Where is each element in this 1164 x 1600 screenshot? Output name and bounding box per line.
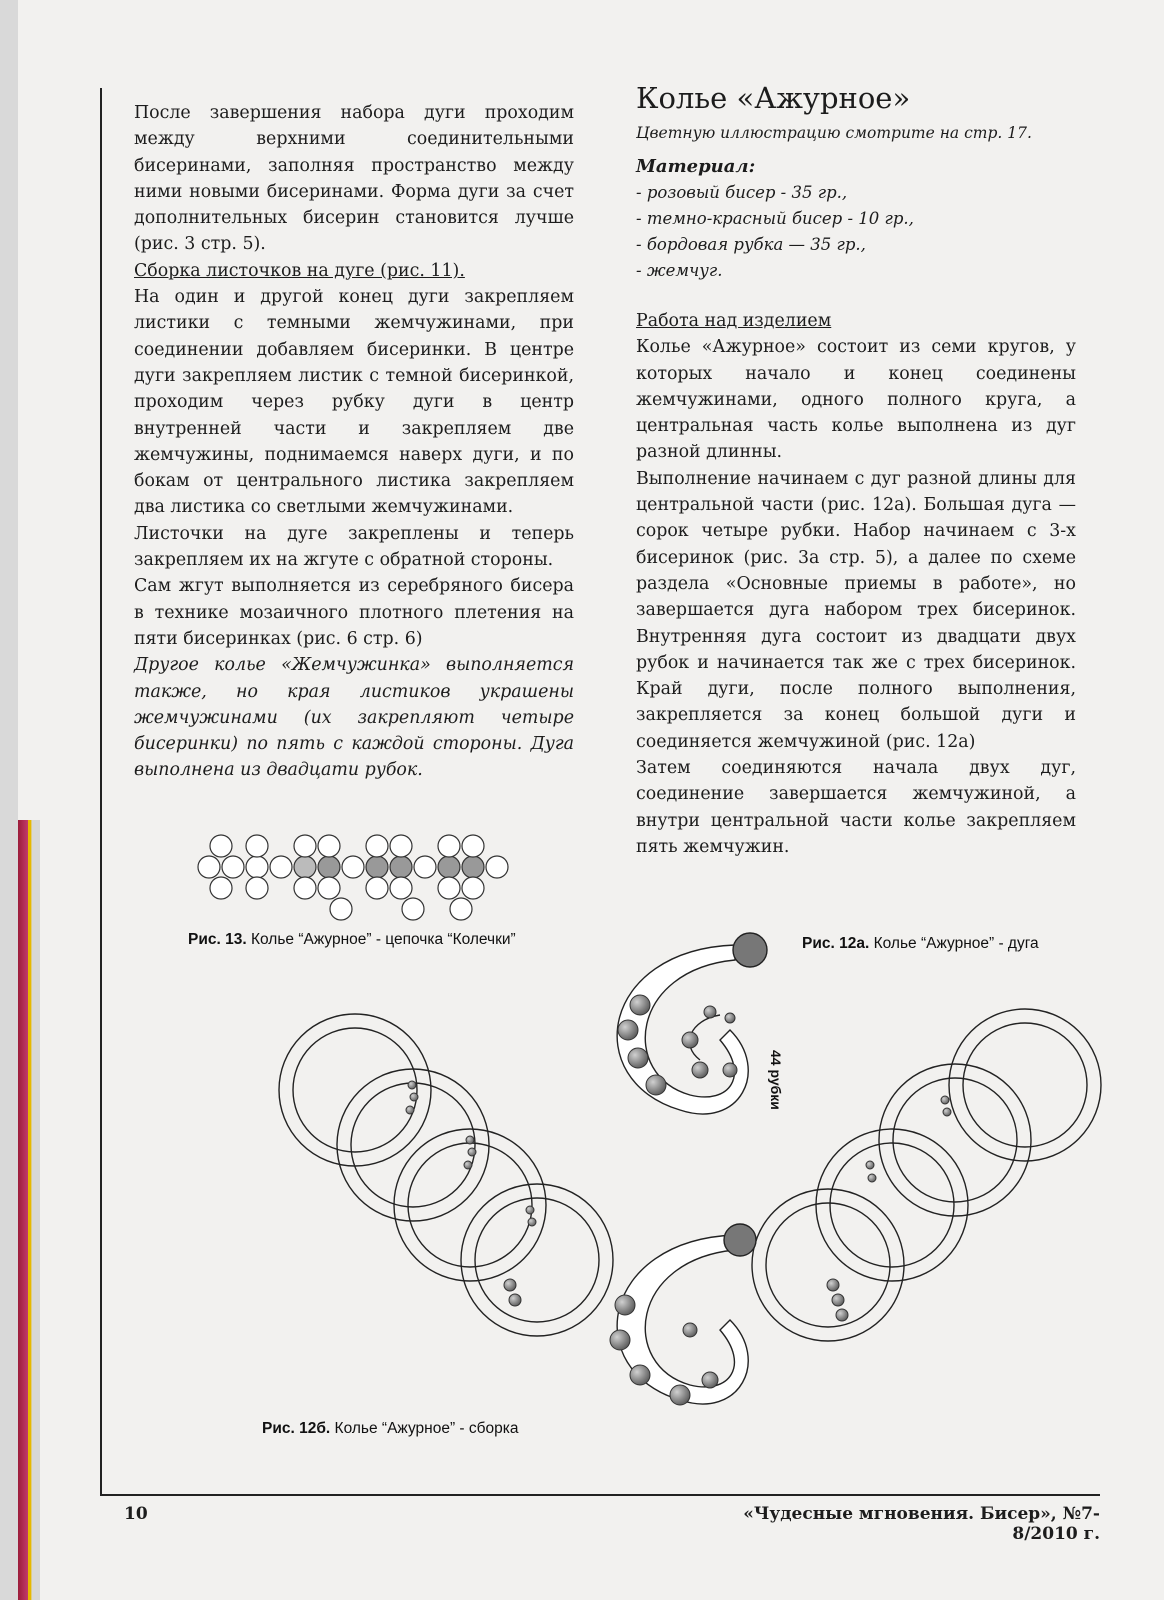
fig12a-annotation: 44 рубки [768, 1050, 784, 1110]
fig13-label: Рис. 13. [188, 931, 247, 948]
paragraph: Затем соединяются начала двух дуг, соединение завершается жемчужиной, а внутри центральной части колье закрепляем пять жемчужин. [636, 758, 1076, 857]
paragraph: Колье «Ажурное» состоит из семи кругов, у которых начало и конец соединены жемчужинами, одного полного круга, а центральная часть колье выполнена из дуг разной длинны. [636, 337, 1076, 463]
fig12a-caption [802, 934, 1072, 953]
fig12b-label: Рис. 12б. [262, 1420, 331, 1437]
paragraph: После завершения набора дуги проходим между верхними соединительными бисеринами, заполняя пространство между ними новыми бисеринами. Форма дуги за счет дополнительных бисерин становится лучше (рис. 3 стр. 5). [134, 103, 574, 255]
fig12b-text: Колье “Ажурное” - сборка [334, 1420, 519, 1437]
materials-heading: Материал: [636, 156, 756, 177]
material-item: - бордовая рубка — 35 гр., [636, 235, 866, 254]
fig12a-arc-diagram [617, 933, 767, 1114]
paragraph: Сам жгут выполняется из серебряного бисера в технике мозаичного плотного плетения на пяти бисеринках (рис. 6 стр. 6) [134, 576, 574, 649]
material-item: - темно-красный бисер - 10 гр., [636, 209, 914, 228]
fig12a-text: Колье “Ажурное” - дуга [873, 935, 1039, 952]
fig12b-assembly-diagram [279, 1009, 1101, 1405]
paragraph: На один и другой конец дуги закрепляем листики с темными жемчужинами, при соединении добавляем бисеринки. В центре дуги закрепляем листик с темной бисеринкой, проходим через рубку дуги в центр внутренней части и закрепляем две жемчужины, поднимаемся наверх дуги, и по бокам от центрального листика закрепляем два листика со светлыми жемчужинами. [134, 287, 574, 518]
color-illustration-note: Цветную иллюстрацию смотрите на стр. 17. [636, 124, 1032, 142]
material-item: - жемчуг. [636, 261, 723, 280]
section-heading-leaf-assembly: Сборка листочков на дуге (рис. 11). [134, 260, 465, 281]
fig13-chain-diagram [198, 835, 508, 920]
work-heading: Работа над изделием [636, 311, 832, 331]
fig13-caption [188, 930, 528, 949]
material-item: - розовый бисер - 35 гр., [636, 183, 848, 202]
article-title: Колье «Ажурное» [636, 81, 911, 115]
fig12b-caption [262, 1419, 622, 1438]
journal-name: «Чудесные мгновения. Бисер», №7-8/2010 г. [743, 1504, 1100, 1544]
paragraph: Листочки на дуге закреплены и теперь закрепляем их на жгуте с обратной стороны. [134, 523, 574, 571]
paragraph-italic-note: Другое колье «Жемчужинка» выполняется также, но края листиков украшены жемчужинами (их закрепляют четыре бисеринки) по пять с каждой стороны. Дуга выполнена из двадцати рубок. [134, 655, 574, 781]
fig13-text: Колье “Ажурное” - цепочка “Колечки” [250, 931, 516, 948]
paragraph: Выполнение начинаем с дуг разной длины для центральной части (рис. 12а). Большая дуга — сорок четыре рубки. Набор начинаем с 3-х бисеринок (рис. 3а стр. 5), а далее по схеме раздела «Основные приемы в работе», но завершается дуга набором трех бисеринок. Внутренняя дуга состоит из двадцати двух рубок и начинается так же с трех бисеринок. Край дуги, после полного выполнения, закрепляется за конец большой дуги и соединяется жемчужиной (рис. 12а) [636, 468, 1076, 752]
page-number: 10 [124, 1504, 148, 1524]
fig12a-label: Рис. 12а. [802, 935, 870, 952]
